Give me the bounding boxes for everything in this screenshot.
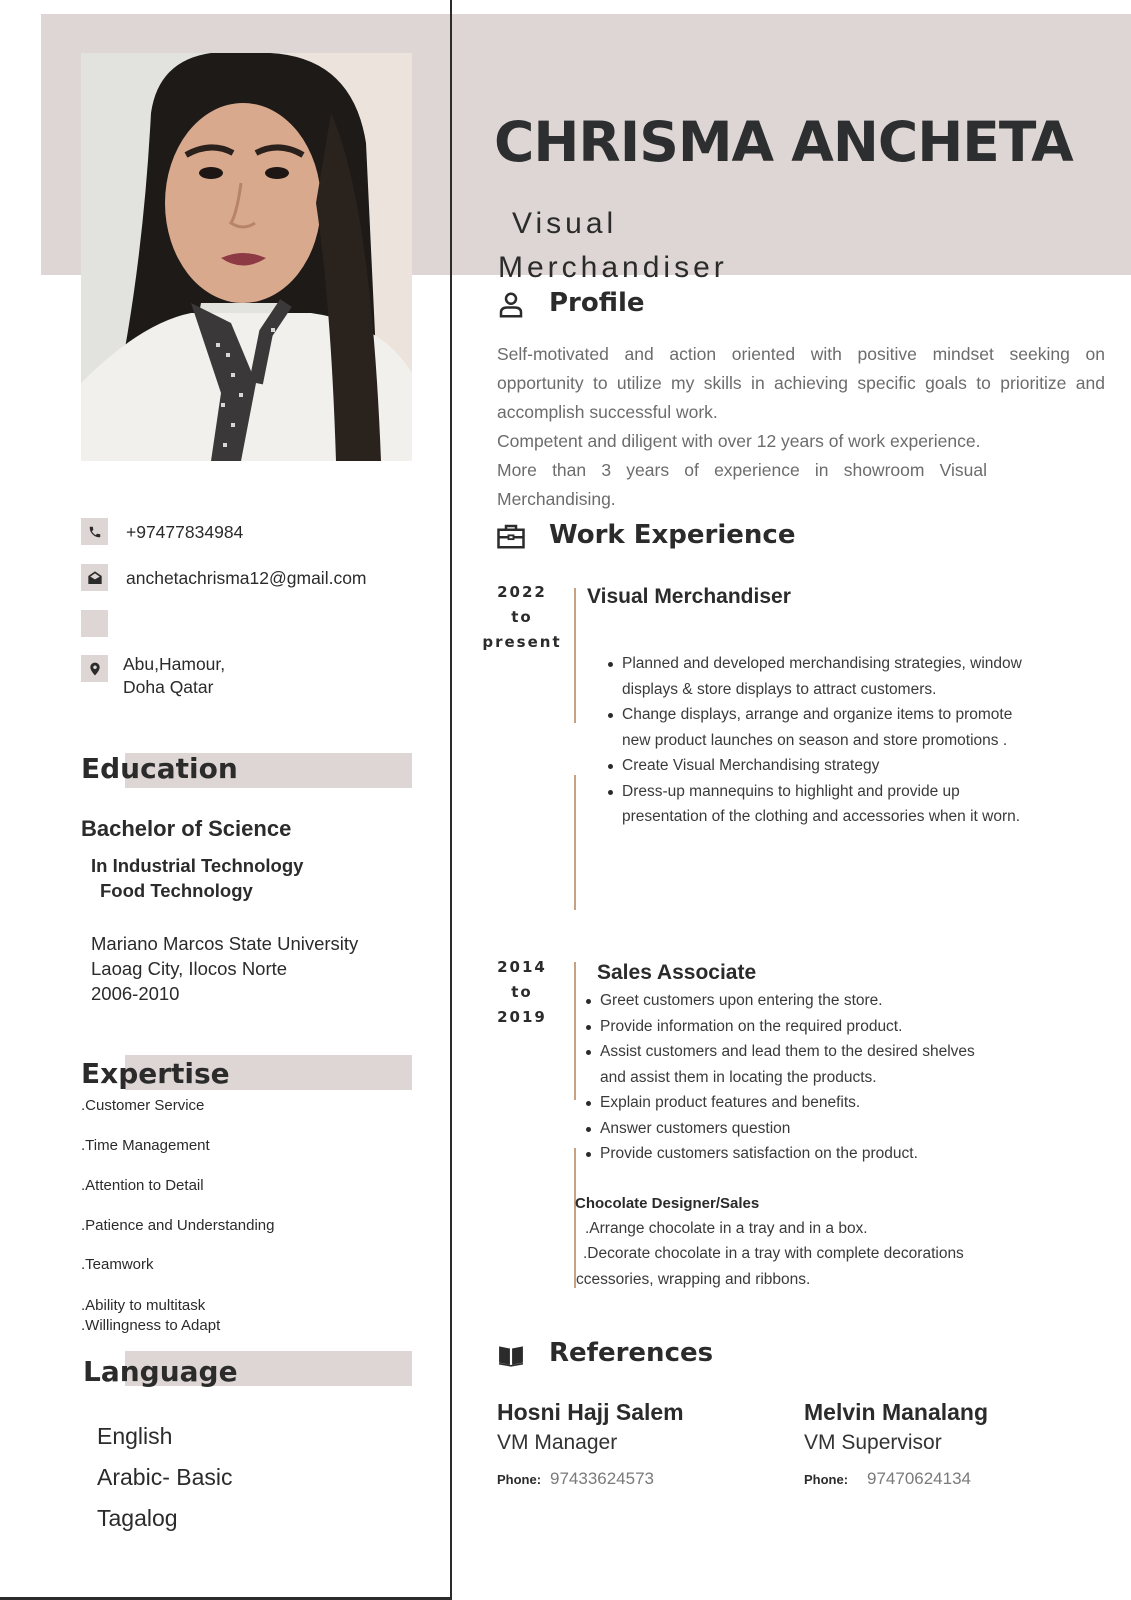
education-location: Laoag City, Ilocos Norte xyxy=(91,958,288,979)
job-2-bullet: Provide information on the required product. xyxy=(584,1014,1004,1040)
expertise-item: .Patience and Understanding xyxy=(81,1217,275,1234)
expertise-item: .Time Management xyxy=(81,1137,210,1154)
reference-1-phone-label: Phone: xyxy=(497,1472,542,1487)
education-school-block xyxy=(91,931,358,1006)
job-2-bullet: Assist customers and lead them to the desired shelves and assist them in locating the products. xyxy=(584,1039,1004,1090)
language-item: English xyxy=(97,1423,173,1449)
role-line-1: Visual xyxy=(512,207,618,240)
portrait-illustration xyxy=(81,53,412,461)
reference-1-name: Hosni Hajj Salem xyxy=(497,1399,684,1425)
phone-icon xyxy=(88,525,102,539)
user-icon xyxy=(496,290,526,320)
briefcase-icon xyxy=(496,521,526,551)
job-2-bullet: Explain product features and benefits. xyxy=(584,1090,1004,1116)
profile-summary xyxy=(497,340,1105,514)
education-school: Mariano Marcos State University xyxy=(91,933,359,954)
contact-address xyxy=(123,653,225,699)
job-1-bullet: Dress-up mannequins to highlight and provide up presentation of the clothing and accessories when it worn. xyxy=(606,779,1036,830)
job-1-bullet: Change displays, arrange and organize items to promote new product launches on season and store promotions . xyxy=(606,702,1036,753)
expertise-item: .Willingness to Adapt xyxy=(81,1317,221,1334)
expertise-item: .Attention to Detail xyxy=(81,1177,204,1194)
job-2-subtitle: Chocolate Designer/Sales xyxy=(575,1195,760,1212)
education-major-line-2: Food Technology xyxy=(100,880,253,901)
education-degree: Bachelor of Science xyxy=(81,816,292,841)
job-1-bullet: Create Visual Merchandising strategy xyxy=(606,753,1036,779)
contact-phone: +97477834984 xyxy=(126,522,244,542)
job-2-date-sep: to xyxy=(511,983,533,1001)
expertise-item: .Customer Service xyxy=(81,1097,205,1114)
job-2-bullet: Greet customers upon entering the store. xyxy=(584,988,1004,1014)
candidate-role xyxy=(498,196,728,296)
language-heading: Language xyxy=(83,1355,238,1388)
role-line-2: Merchandiser xyxy=(498,251,728,284)
work-experience-heading: Work Experience xyxy=(549,520,796,550)
timeline-line xyxy=(574,775,576,910)
job-2-sub-line: .Decorate chocolate in a tray with complete decorations xyxy=(583,1245,964,1262)
references-heading: References xyxy=(549,1338,714,1368)
expertise-heading: Expertise xyxy=(81,1057,230,1090)
reference-2-name: Melvin Manalang xyxy=(804,1399,989,1425)
job-2-bullet: Provide customers satisfaction on the product. xyxy=(584,1141,1004,1167)
profile-paragraph-2: Competent and diligent with over 12 years of work experience. xyxy=(497,431,981,451)
timeline-line xyxy=(574,962,576,1100)
address-line-2: Doha Qatar xyxy=(123,677,214,697)
job-2-bullets xyxy=(584,988,1004,1167)
job-2-sub-line: .Arrange chocolate in a tray and in a box. xyxy=(585,1220,868,1237)
job-1-date-start: 2022 xyxy=(497,583,547,601)
open-book-icon xyxy=(497,1342,525,1368)
email-icon-box xyxy=(81,564,108,591)
contact-email[interactable]: anchetachrisma12@gmail.com xyxy=(126,568,367,588)
reference-2-role: VM Supervisor xyxy=(804,1431,942,1454)
phone-icon-box xyxy=(81,518,108,545)
candidate-name: CHRISMA ANCHETA xyxy=(494,110,1073,174)
job-2-date-end: 2019 xyxy=(497,1008,547,1026)
job-1-dates xyxy=(480,580,564,655)
language-item: Tagalog xyxy=(97,1505,178,1531)
language-item: Arabic- Basic xyxy=(97,1464,233,1490)
map-pin-icon xyxy=(88,661,102,677)
profile-paragraph-1: Self-motivated and action oriented with positive mindset seeking on opportunity to utilize my skills in achieving specific goals to prioritize and accomplish successful work. xyxy=(497,344,1105,422)
profile-heading: Profile xyxy=(549,288,645,318)
reference-1-phone: 97433624573 xyxy=(550,1469,655,1488)
job-2-date-start: 2014 xyxy=(497,958,547,976)
job-1-bullets xyxy=(606,651,1036,830)
job-1-title: Visual Merchandiser xyxy=(587,585,791,608)
job-1-date-end: present xyxy=(482,633,562,651)
expertise-item: .Teamwork xyxy=(81,1256,154,1273)
job-2-bullet: Answer customers question xyxy=(584,1116,1004,1142)
education-heading: Education xyxy=(81,752,238,785)
job-2-title: Sales Associate xyxy=(597,961,757,984)
profile-paragraph-3: More than 3 years of experience in showroom Visual Merchandising. xyxy=(497,460,987,509)
address-line-1: Abu,Hamour, xyxy=(123,654,226,674)
reference-2-phone-label: Phone: xyxy=(804,1472,849,1487)
job-2-sub-line: ccessories, wrapping and ribbons. xyxy=(576,1271,811,1288)
education-major-line-1: In Industrial Technology xyxy=(91,855,304,876)
column-divider xyxy=(450,0,452,1600)
job-2-dates xyxy=(480,955,564,1030)
job-1-bullet: Planned and developed merchandising strategies, window displays & store displays to attract customers. xyxy=(606,651,1036,702)
timeline-line xyxy=(574,588,576,723)
education-years: 2006-2010 xyxy=(91,983,180,1004)
profile-photo xyxy=(81,53,412,461)
reference-1-role: VM Manager xyxy=(497,1431,618,1454)
expertise-item: .Ability to multitask xyxy=(81,1297,206,1314)
job-1-date-sep: to xyxy=(511,608,533,626)
envelope-open-icon xyxy=(87,570,103,586)
location-icon-box xyxy=(81,655,108,682)
blank-icon xyxy=(81,610,108,637)
reference-2-phone: 97470624134 xyxy=(867,1469,972,1488)
